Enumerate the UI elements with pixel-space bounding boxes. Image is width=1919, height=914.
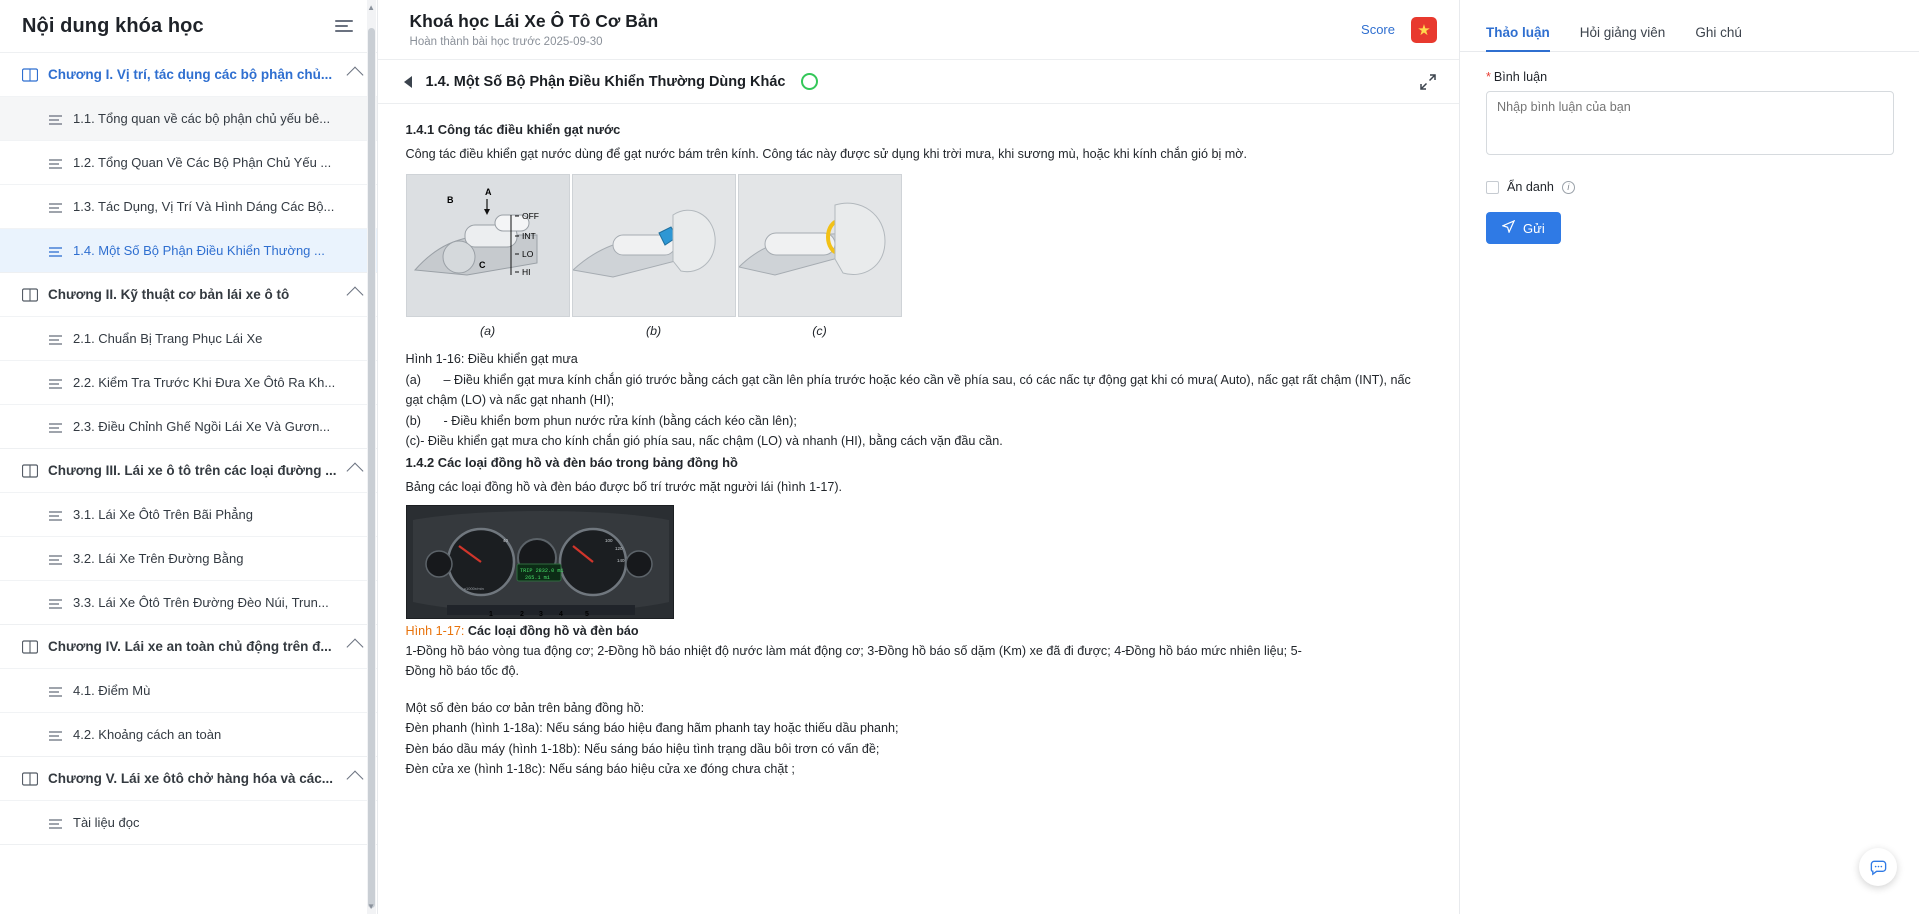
lines-icon — [48, 729, 63, 741]
sidebar-header — [0, 0, 377, 52]
sidebar-item-label: 1.1. Tổng quan về các bộ phận chủ yếu bê... — [73, 111, 331, 126]
lines-icon — [48, 377, 63, 389]
lines-icon — [48, 113, 63, 125]
figure-1-17-caption — [406, 621, 1431, 641]
figure-caption-c: (c) — [812, 324, 827, 339]
tab-ghi-chu[interactable]: Ghi chú — [1695, 25, 1742, 40]
progress-ring-icon — [801, 73, 818, 90]
sidebar-item-label: 3.1. Lái Xe Ôtô Trên Bãi Phẳng — [73, 507, 253, 522]
figure-1-17-prefix: Hình 1-17: — [405, 623, 465, 638]
sidebar-chapter-label: Chương III. Lái xe ô tô trên các loại đường ... — [48, 463, 337, 478]
chevron-up-icon[interactable] — [346, 286, 363, 303]
book-icon — [22, 288, 38, 302]
discussion-panel — [1459, 0, 1919, 914]
sidebar-item-lesson-1-4[interactable] — [0, 228, 377, 272]
lines-icon — [48, 333, 63, 345]
topbar-actions — [1361, 17, 1437, 43]
lines-icon — [48, 421, 63, 433]
book-icon — [22, 68, 38, 82]
sidebar-item-label: 3.2. Lái Xe Trên Đường Bằng — [73, 551, 244, 566]
sidebar-item-lesson-1-1[interactable] — [0, 96, 377, 140]
tab-thao-luan[interactable]: Thảo luận — [1486, 25, 1550, 51]
sidebar-item-lesson-2-1[interactable] — [0, 316, 377, 360]
lines-icon — [48, 817, 63, 829]
sidebar-chapter-partial[interactable] — [0, 844, 377, 862]
warning-light-brake: Đèn phanh (hình 1-18a): Nếu sáng báo hiệu đang hãm phanh tay hoặc thiếu dầu phanh; — [405, 721, 899, 736]
sidebar-chapter-label: Chương I. Vị trí, tác dụng các bộ phận chủ... — [48, 67, 333, 82]
sidebar-chapter-1[interactable] — [0, 52, 377, 96]
figure-image-a — [406, 174, 570, 317]
sidebar-item-lesson-3-2[interactable] — [0, 536, 377, 580]
warning-lights-intro: Một số đèn báo cơ bản trên bảng đồng hồ: — [405, 700, 645, 715]
svg-text:4: 4 — [558, 610, 563, 618]
figure-1-17-desc-1: 1-Đồng hồ báo vòng tua động cơ; 2-Đồng hồ báo nhiệt độ nước làm mát động cơ; 3-Đồng hồ báo số dặm (Km) xe đã đi được; 4-Đồng hồ báo mức nhiên liệu; 5- — [405, 644, 1302, 659]
required-asterisk: * — [1486, 70, 1491, 84]
svg-text:120: 120 — [614, 545, 623, 551]
chevron-up-icon[interactable] — [346, 66, 363, 83]
svg-text:OFF: OFF — [521, 211, 539, 222]
sidebar-chapter-3[interactable] — [0, 448, 377, 492]
sidebar-item-tai-lieu-doc[interactable] — [0, 800, 377, 844]
svg-text:1: 1 — [488, 610, 493, 618]
lines-icon — [48, 553, 63, 565]
sidebar-item-lesson-1-3[interactable] — [0, 184, 377, 228]
lines-icon — [48, 685, 63, 697]
star-badge-icon[interactable]: ★ — [1411, 17, 1437, 43]
sidebar-chapter-label: Chương V. Lái xe ôtô chở hàng hóa và các... — [48, 771, 334, 786]
figure-1-16-images — [406, 174, 1431, 317]
sidebar-chapter-2[interactable] — [0, 272, 377, 316]
send-plane-icon — [1502, 220, 1515, 236]
sidebar-item-lesson-2-2[interactable] — [0, 360, 377, 404]
panel-tabs — [1460, 0, 1919, 52]
chevron-up-icon[interactable] — [346, 770, 363, 787]
comment-label-text: Bình luận — [1493, 70, 1548, 84]
chevron-up-icon[interactable] — [346, 462, 363, 479]
book-icon — [22, 772, 38, 786]
lesson-document — [406, 120, 1431, 779]
svg-text:100: 100 — [604, 537, 613, 543]
tab-hoi-giang-vien[interactable]: Hỏi giảng viên — [1579, 25, 1666, 40]
anonymous-label: Ẩn danh — [1507, 180, 1554, 194]
figure-1-16-captions — [406, 321, 1431, 341]
figure-1-17-image — [406, 505, 674, 619]
svg-text:HI: HI — [521, 267, 531, 278]
lesson-title: 1.4. Một Số Bộ Phận Điều Khiển Thường Dùng Khác — [425, 73, 786, 90]
note-a-label: (a) — [405, 372, 421, 387]
list-collapse-icon[interactable] — [335, 15, 357, 37]
comment-input[interactable] — [1486, 91, 1894, 155]
lines-icon — [48, 157, 63, 169]
sidebar-scrollbar[interactable] — [367, 0, 376, 914]
svg-text:40: 40 — [502, 537, 508, 543]
sidebar-chapter-label: Chương IV. Lái xe an toàn chủ động trên đ... — [48, 639, 332, 654]
sidebar-item-lesson-2-3[interactable] — [0, 404, 377, 448]
lesson-content-scroll[interactable] — [378, 104, 1459, 914]
figure-1-17-desc-2: Đồng hồ báo tốc độ. — [405, 664, 519, 679]
section-paragraph-1-4-2: Bảng các loại đồng hồ và đèn báo được bố trí trước mặt người lái (hình 1-17). — [405, 480, 843, 495]
sidebar-item-label: 3.3. Lái Xe Ôtô Trên Đường Đèo Núi, Trun... — [73, 595, 329, 610]
svg-text:140: 140 — [616, 557, 625, 563]
sidebar-scrollbar-thumb[interactable] — [368, 28, 375, 908]
course-deadline: Hoàn thành bài học trước 2025-09-30 — [409, 35, 603, 48]
lesson-main — [378, 0, 1459, 914]
svg-text:INT: INT — [521, 231, 536, 242]
chat-bubble-icon[interactable] — [1859, 848, 1897, 886]
section-paragraph-1-4-1: Công tác điều khiển gạt nước dùng để gạt nước bám trên kính. Công tác này được sử dụng khi trời mưa, khi sương mù, hoặc khi kính chắn gió bị mờ. — [405, 146, 1248, 161]
sidebar-item-label: Tài liệu đọc — [73, 815, 140, 830]
score-link[interactable]: Score — [1361, 22, 1395, 37]
svg-text:C: C — [478, 260, 486, 271]
sidebar-item-label: 1.2. Tổng Quan Về Các Bộ Phận Chủ Yếu ... — [73, 155, 332, 170]
sidebar-item-lesson-1-2[interactable] — [0, 140, 377, 184]
expand-fullscreen-icon[interactable] — [1419, 73, 1437, 91]
figure-caption-b: (b) — [645, 324, 662, 339]
sidebar-title: Nội dung khóa học — [22, 14, 204, 37]
svg-text:265.1 mi: 265.1 mi — [524, 574, 550, 581]
note-a-text: – Điều khiển gạt mưa kính chắn gió trước bằng cách gạt cần lên phía trước hoặc kéo cần về phía sau, có các nấc tự động gạt khi có mưa( Auto), nấc gạt rất chậm (INT), nấc gạt chậm (LO) và nấc gạt nhanh (HI); — [405, 372, 1411, 408]
anonymous-checkbox[interactable] — [1486, 181, 1499, 194]
svg-text:5: 5 — [584, 610, 589, 618]
chevron-up-icon[interactable] — [346, 638, 363, 655]
anonymous-row — [1486, 180, 1893, 194]
course-topbar — [378, 0, 1459, 60]
sidebar-item-label: 1.3. Tác Dụng, Vị Trí Và Hình Dáng Các Bộ... — [73, 199, 335, 214]
sidebar-item-label: 2.1. Chuẩn Bị Trang Phục Lái Xe — [73, 331, 263, 346]
svg-text:A: A — [484, 187, 492, 198]
comment-form — [1460, 52, 1919, 244]
figure-1-16-title: Hình 1-16: Điều khiển gạt mưa — [405, 352, 578, 367]
lines-icon — [48, 597, 63, 609]
sidebar-item-label: 4.1. Điểm Mù — [73, 683, 151, 698]
submit-comment-button[interactable] — [1486, 212, 1561, 244]
svg-text:x1000r/min: x1000r/min — [463, 585, 484, 591]
book-icon — [22, 464, 38, 478]
sidebar-item-label: 1.4. Một Số Bộ Phận Điều Khiển Thường ... — [73, 243, 325, 258]
figure-caption-a: (a) — [479, 324, 496, 339]
figure-image-c — [738, 174, 902, 317]
sidebar-item-lesson-3-1[interactable] — [0, 492, 377, 536]
sidebar-item-lesson-4-2[interactable] — [0, 712, 377, 756]
figure-1-17-title: Các loại đồng hồ và đèn báo — [467, 623, 639, 638]
figure-1-16-note-b — [406, 411, 1431, 431]
warning-light-door: Đèn cửa xe (hình 1-18c): Nếu sáng báo hiệu cửa xe đóng chưa chặt ; — [405, 761, 795, 776]
sidebar-item-lesson-4-1[interactable] — [0, 668, 377, 712]
lines-icon — [48, 509, 63, 521]
book-icon — [22, 640, 38, 654]
sidebar-item-label: 2.2. Kiểm Tra Trước Khi Đưa Xe Ôtô Ra Kh... — [73, 375, 336, 390]
sidebar-chapter-4[interactable] — [0, 624, 377, 668]
figure-1-16-note-c: (c)- Điều khiển gạt mưa cho kính chắn gió phía sau, nấc chậm (LO) và nhanh (HI), bằng cách vặn đầu cần. — [405, 433, 1003, 448]
warning-light-oil: Đèn báo dầu máy (hình 1-18b): Nếu sáng báo hiệu tình trạng dầu bôi trơn có vấn đề; — [405, 741, 880, 756]
back-caret-icon[interactable] — [404, 76, 412, 88]
section-heading-1-4-1: 1.4.1 Công tác điều khiển gạt nước — [405, 122, 621, 137]
section-heading-1-4-2: 1.4.2 Các loại đồng hồ và đèn báo trong bảng đồng hồ — [405, 455, 738, 471]
scroll-down-arrow-icon[interactable]: ▼ — [367, 902, 375, 911]
figure-1-16-note-a — [406, 370, 1431, 411]
submit-comment-label: Gửi — [1523, 220, 1545, 236]
course-sidebar — [0, 0, 378, 914]
note-b-label: (b) — [405, 413, 421, 428]
note-b-text: - Điều khiển bơm phun nước rửa kính (bằng cách kéo cần lên); — [443, 413, 797, 428]
sidebar-item-label: 2.3. Điều Chỉnh Ghế Ngồi Lái Xe Và Gươn... — [73, 419, 331, 434]
lines-icon — [48, 201, 63, 213]
svg-text:2: 2 — [519, 610, 524, 618]
sidebar-tree — [0, 52, 377, 914]
scroll-up-arrow-icon[interactable]: ▲ — [367, 3, 375, 12]
sidebar-item-lesson-3-3[interactable] — [0, 580, 377, 624]
svg-text:LO: LO — [521, 249, 533, 260]
lesson-header-bar — [378, 60, 1459, 104]
sidebar-item-label: 4.2. Khoảng cách an toàn — [73, 727, 222, 742]
svg-text:3: 3 — [538, 610, 543, 618]
info-circle-icon[interactable]: i — [1562, 181, 1575, 194]
sidebar-chapter-label: Chương II. Kỹ thuật cơ bản lái xe ô tô — [48, 287, 290, 302]
figure-image-b — [572, 174, 736, 317]
page-title: Khoá học Lái Xe Ô Tô Cơ Bản — [409, 11, 659, 32]
svg-text:TRIP 2832.0 mi: TRIP 2832.0 mi — [519, 567, 564, 574]
svg-text:B: B — [446, 195, 454, 206]
comment-field-label — [1486, 70, 1893, 84]
sidebar-chapter-5[interactable] — [0, 756, 377, 800]
lines-icon — [48, 245, 63, 257]
